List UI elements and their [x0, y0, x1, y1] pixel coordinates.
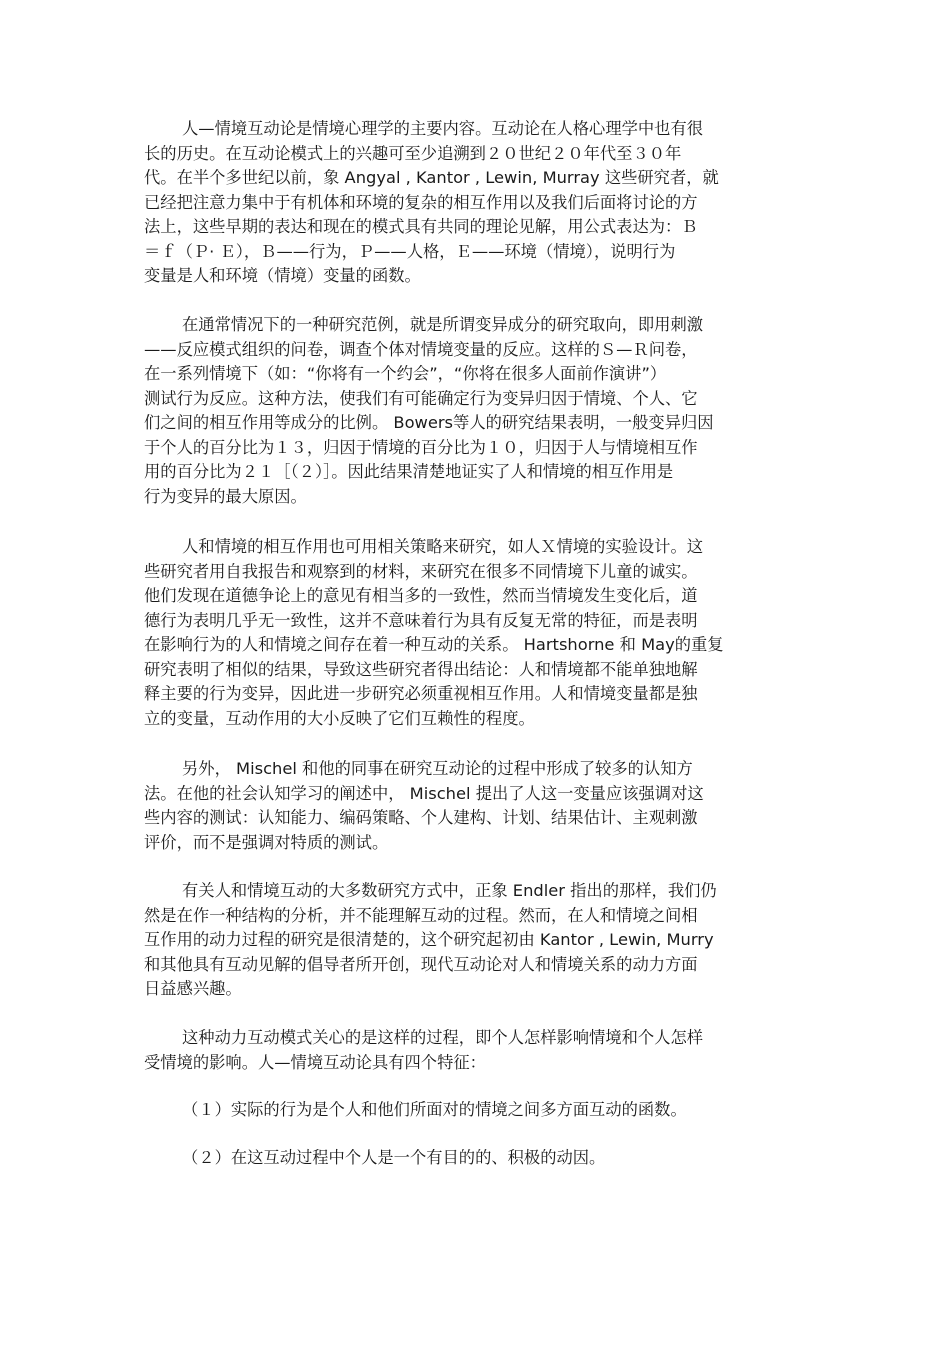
text-line: 评价，而不是强调对特质的测试。: [144, 832, 389, 852]
paragraph-1: [144, 117, 804, 289]
text-line: 研究表明了相似的结果，导致这些研究者得出结论：人和情境都不能单独地解: [144, 659, 698, 679]
text-line: 另外， Mischel 和他的同事在研究互动论的过程中形成了较多的认知方: [182, 759, 693, 778]
text-line: 法。在他的社会认知学习的阐述中， Mischel 提出了人这一变量应该强调对这: [144, 783, 704, 803]
paragraph-2: [144, 313, 804, 509]
text-line: （１）实际的行为是个人和他们所面对的情境之间多方面互动的函数。: [182, 1100, 687, 1119]
text-line: 这种动力互动模式关心的是这样的过程，即个人怎样影响情境和个人怎样: [182, 1028, 704, 1047]
text-line: 于个人的百分比为１３，归因于情境的百分比为１０，归因于人与情境相互作: [144, 437, 698, 457]
text-line: 们之间的相互作用等成分的比例。 Bowers等人的研究结果表明，一般变异归因: [144, 413, 714, 432]
text-line: 他们发现在道德争论上的意见有相当多的一致性，然而当情境发生变化后，道: [144, 586, 698, 605]
text-line: 变量是人和环境（情境）变量的函数。: [144, 266, 421, 285]
paragraph-3: [144, 535, 804, 731]
text-line: ＝ｆ（Ｐ· Ｅ），Ｂ——行为，Ｐ——人格，Ｅ——环境（情境），说明行为: [144, 241, 676, 261]
text-line: 些内容的测试：认知能力、编码策略、个人建构、计划、结果估计、主观刺激: [144, 808, 698, 827]
text-line: 释主要的行为变异，因此进一步研究必须重视相互作用。人和情境变量都是独: [144, 684, 698, 703]
text-line: 些研究者用自我报告和观察到的材料，来研究在很多不同情境下儿童的诚实。: [144, 561, 698, 581]
text-line: 用的百分比为２１［（２）］。因此结果清楚地证实了人和情境的相互作用是: [144, 462, 674, 481]
text-line: 在通常情况下的一种研究范例，就是所谓变异成分的研究取向，即用刺激: [182, 315, 704, 334]
text-line: 已经把注意力集中于有机体和环境的复杂的相互作用以及我们后面将讨论的方: [144, 192, 698, 212]
text-line: 长的历史。在互动论模式上的兴趣可至少追溯到２０世纪２０年代至３０年: [144, 143, 682, 163]
paragraph-4: [144, 757, 804, 855]
text-line: 测试行为反应。这种方法，使我们有可能确定行为变异归因于情境、个人、它: [144, 388, 698, 408]
text-line: （２）在这互动过程中个人是一个有目的的、积极的动因。: [182, 1148, 606, 1167]
text-line: 行为变异的最大原因。: [144, 486, 307, 506]
text-line: 在一系列情境下（如：“你将有一个约会”，“你将在很多人面前作演讲”）: [144, 364, 667, 383]
text-line: 人—情境互动论是情境心理学的主要内容。互动论在人格心理学中也有很: [182, 119, 704, 138]
text-line: 人和情境的相互作用也可用相关策略来研究，如人Ｘ情境的实验设计。这: [182, 537, 704, 556]
paragraph-5: [144, 879, 804, 1002]
text-line: 互作用的动力过程的研究是很清楚的，这个研究起初由 Kantor , Lewin, Murry: [144, 930, 714, 949]
text-line: 然是在作一种结构的分析，并不能理解互动的过程。然而，在人和情境之间相: [144, 905, 698, 925]
text-line: 立的变量，互动作用的大小反映了它们互赖性的程度。: [144, 708, 535, 728]
text-line: 有关人和情境互动的大多数研究方式中，正象 Endler 指出的那样，我们仍: [182, 881, 717, 900]
text-line: 法上，这些早期的表达和现在的模式具有共同的理论见解，用公式表达为：Ｂ: [144, 217, 698, 236]
text-line: 代。在半个多世纪以前，象 Angyal , Kantor , Lewin, Murray 这些研究者，就: [144, 168, 719, 187]
text-line: 受情境的影响。人—情境互动论具有四个特征：: [144, 1052, 486, 1072]
text-line: 德行为表明几乎无一致性，这并不意味着行为具有反复无常的特征，而是表明: [144, 610, 698, 630]
text-line: ——反应模式组织的问卷，调查个体对情境变量的反应。这样的Ｓ—Ｒ问卷，: [144, 339, 698, 359]
text-line: 在影响行为的人和情境之间存在着一种互动的关系。 Hartshorne 和 May的重复: [144, 635, 724, 654]
list-item-2: [144, 1146, 804, 1171]
text-line: 日益感兴趣。: [144, 979, 242, 998]
paragraph-6: [144, 1026, 804, 1075]
list-item-1: [144, 1098, 804, 1123]
text-line: 和其他具有互动见解的倡导者所开创，现代互动论对人和情境关系的动力方面: [144, 954, 698, 974]
